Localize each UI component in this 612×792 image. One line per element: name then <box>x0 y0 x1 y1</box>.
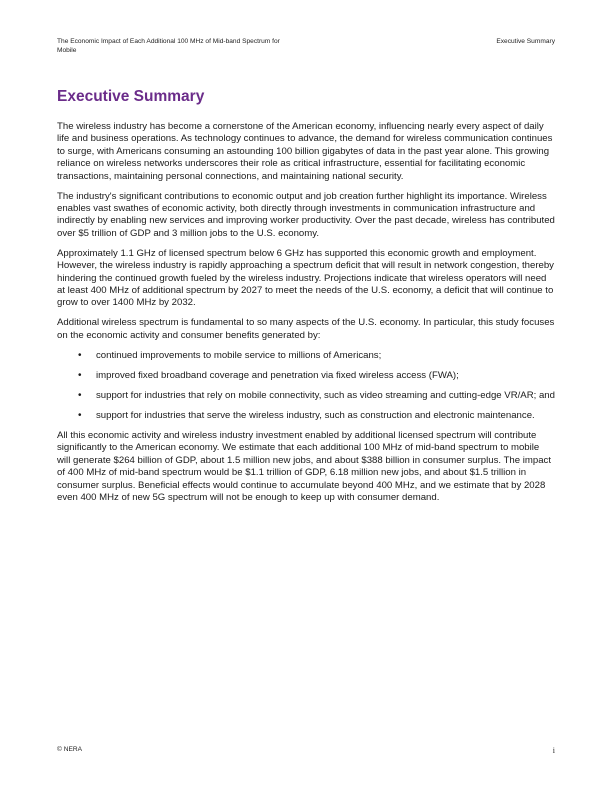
list-item <box>57 370 555 382</box>
list-item-text: improved fixed broadband coverage and penetration via fixed wireless access (FWA); <box>96 369 459 381</box>
list-item-text: continued improvements to mobile service to millions of Americans; <box>96 349 382 361</box>
bullet-icon: • <box>78 409 82 421</box>
bullet-icon: • <box>78 349 82 361</box>
closing-paragraph: All this economic activity and wireless industry investment enabled by additional licensed spectrum will contribute significantly to the American economy. We estimate that each additional 100 MHz of mid-band spectrum to mobile will generate $264 billion of GDP, about 1.5 million new jobs, and about $388 billion in consumer surplus. The impact of 400 MHz of mid-band spectrum would be $1.1 trillion of GDP, 6.18 million new jobs, and about $1.5 trillion in consumer surplus. Beneficial effects would continue to accumulate beyond 400 MHz, and we estimate that by 2028 even 400 MHz of new 5G spectrum will not be enough to keep up with consumer demand. <box>57 429 552 503</box>
bullet-list <box>57 350 555 422</box>
page-title: Executive Summary <box>57 88 205 105</box>
footer-copyright: © NERA <box>57 746 83 753</box>
header-document-title: The Economic Impact of Each Additional 100 MHz of Mid-band Spectrum for Mobile <box>57 38 280 54</box>
paragraph: Approximately 1.1 GHz of licensed spectrum below 6 GHz has supported this economic growth and employment. However, the wireless industry is rapidly approaching a spectrum deficit that will result in network congestion, thereby hindering the continued growth fueled by the wireless industry. Projections indicate that wireless operators will need at least 400 MHz of additional spectrum by 2027 to meet the needs of the U.S. economy, a deficit that will continue to grow to over 1400 MHz by 2032. <box>57 247 554 309</box>
list-item-text: support for industries that rely on mobile connectivity, such as video streaming and cutting-edge VR/AR; and <box>96 389 555 401</box>
page-header <box>57 38 555 56</box>
list-item <box>57 410 555 422</box>
list-item <box>57 390 555 402</box>
bullet-icon: • <box>78 369 82 381</box>
paragraph: Additional wireless spectrum is fundamental to so many aspects of the U.S. economy. In particular, this study focuses on the economic activity and consumer benefits generated by: <box>57 317 555 341</box>
bullet-icon: • <box>78 389 82 401</box>
list-item <box>57 350 555 362</box>
paragraph: The industry's significant contributions to economic output and job creation further highlight its importance. Wireless enables vast swathes of economic activity, both directly through investments in communication infrastructure and indirectly by enabling new services and improving worker productivity. Over the past decade, wireless has contributed over $5 trillion of GDP and 3 million jobs to the U.S. economy. <box>57 190 555 239</box>
page-number: i <box>552 746 555 755</box>
list-item-text: support for industries that serve the wireless industry, such as construction and electronic maintenance. <box>96 409 535 421</box>
body-content <box>57 121 555 512</box>
paragraph: The wireless industry has become a cornerstone of the American economy, influencing nearly every aspect of daily life and business operations. As technology continues to advance, the demand for wireless communication continues to surge, with Americans consuming an astounding 100 billion gigabytes of data in the past year alone. This growing reliance on wireless networks underscores their role as critical infrastructure, essential for facilitating economic transactions, maintaining personal connections, and maintaining national security. <box>57 121 553 182</box>
page-footer <box>57 746 555 755</box>
header-section-name: Executive Summary <box>496 38 555 45</box>
